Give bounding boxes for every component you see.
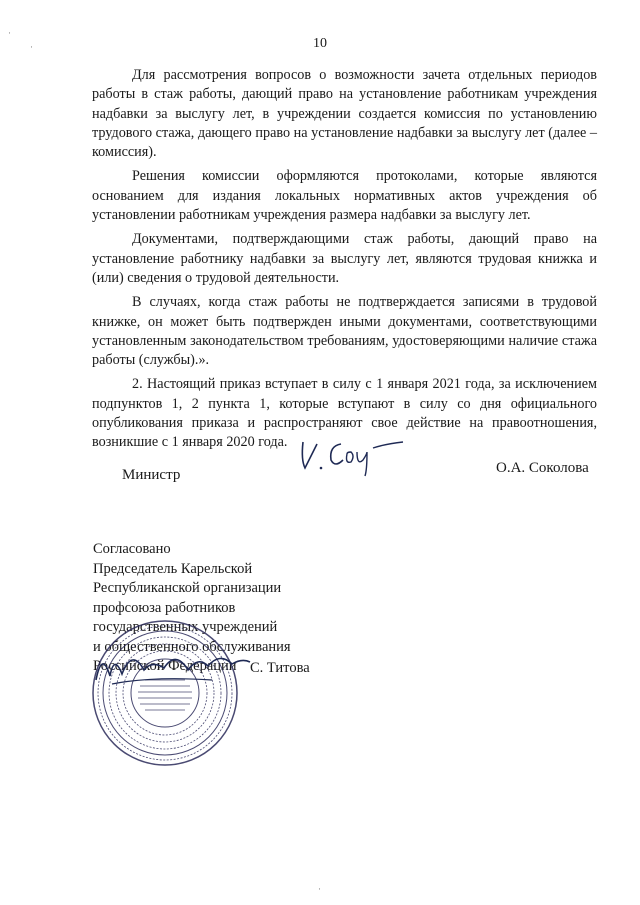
agreed-line: Председатель Карельской	[93, 560, 253, 577]
minister-signature-icon	[295, 430, 405, 480]
agreed-line: Республиканской организации	[93, 580, 282, 596]
paragraph: Решения комиссии оформляются протоколами, которые являются основанием для издания локальных нормативных актов учреждения об установлении работникам учреждения размера надбавки за выслугу лет.	[92, 168, 597, 224]
signer-title: Министр	[122, 467, 181, 483]
paragraph: Для рассмотрения вопросов о возможности зачета отдельных периодов работы в стаж работы, дающий право на установление работникам учреждения надбавки за выслугу лет, в учреждении создается комиссия по установлению трудового стажа, дающего право на установление надбавки за выслугу лет (далее – комиссия).	[92, 67, 597, 161]
agreed-signer-name: С. Титова	[250, 660, 310, 676]
scan-mark: ·	[8, 28, 11, 38]
page-number: 10	[313, 36, 327, 51]
document-body	[92, 66, 597, 458]
scan-mark: ·	[318, 884, 321, 894]
agreed-line: Российской Федерации	[93, 658, 237, 674]
agreed-line: государственных учреждений	[93, 619, 278, 635]
signer-name: О.А. Соколова	[496, 460, 589, 476]
paragraph: Документами, подтверждающими стаж работы, дающий право на установление работнику надбавки за выслугу лет, являются трудовая книжка и (или) сведения о трудовой деятельности.	[92, 231, 597, 286]
agreed-line: профсоюза работников	[93, 599, 236, 616]
minister-signature-block	[0, 430, 640, 500]
agreed-signature-icon	[92, 640, 262, 690]
paragraph: 2. Настоящий приказ вступает в силу с 1 января 2021 года, за исключением подпунктов 1, 2 пункта 1, которые вступают в силу со дня официального опубликования приказа и распространяют свое действие на правоотношения, возникшие с 1 января 2020 года.	[92, 376, 597, 451]
paragraph: В случаях, когда стаж работы не подтверждается записями в трудовой книжке, он может быть подтвержден иными документами, соответствующими установленным законодательством требованиям, удостоверяющими наличие стажа работы (службы).».	[92, 294, 597, 369]
agreed-line: Согласовано	[93, 541, 171, 557]
scan-mark: ·	[30, 42, 33, 52]
agreed-line: и общественного обслуживания	[93, 638, 291, 655]
